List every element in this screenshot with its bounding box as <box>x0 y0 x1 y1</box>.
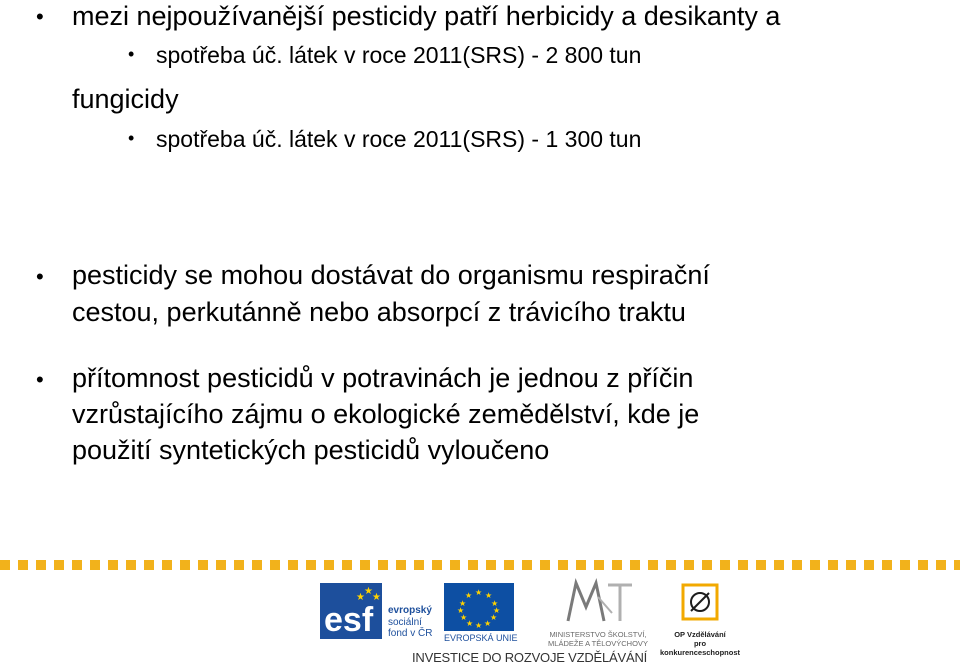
star-icon: ★ <box>364 586 373 597</box>
sub-bullet-dot: • <box>128 128 135 148</box>
footer-logos <box>0 575 960 663</box>
bullet-2-line-2: cestou, perkutánně nebo absorpcí z trávicího traktu <box>72 297 686 327</box>
bullet-2-line-1: pesticidy se mohou dostávat do organismu respirační <box>72 260 710 290</box>
msmt-label: MINISTERSTVO ŠKOLSTVÍ, MLÁDEŽE A TĚLOVÝCHOVY <box>548 630 648 648</box>
bullet-dot: • <box>36 367 44 392</box>
bullet-dot: • <box>36 264 44 289</box>
star-icon: ★ <box>356 592 365 603</box>
bullet-1-continuation: fungicidy <box>72 84 179 114</box>
msmt-emblem-icon <box>548 577 648 625</box>
bullet-3-line-3: použití syntetických pesticidů vyloučeno <box>72 435 550 465</box>
op-label: OP Vzdělávání pro konkurenceschopnost <box>659 630 741 657</box>
eu-flag-icon: ★ ★ ★ ★ ★ ★ ★ ★ ★ ★ ★ ★ <box>444 583 514 631</box>
bullet-1-text: mezi nejpoužívanější pesticidy patří herbicidy a desikanty a <box>72 1 781 31</box>
bullet-3-line-1: přítomnost pesticidů v potravinách je jednou z příčin <box>72 363 694 393</box>
eu-label: EVROPSKÁ UNIE <box>444 633 518 643</box>
msmt-logo <box>548 577 648 647</box>
esf-label: evropský sociální fond v ČR <box>388 605 433 639</box>
op-emblem-icon <box>655 581 745 625</box>
sub-bullet-dot: • <box>128 44 135 64</box>
sub-bullet-1-text: spotřeba úč. látek v roce 2011(SRS) - 2 800 tun <box>156 42 642 68</box>
dotted-separator <box>0 560 960 570</box>
op-logo <box>655 581 745 657</box>
star-icon: ★ <box>372 592 381 603</box>
svg-text:esf: esf <box>324 601 374 639</box>
investment-slogan: INVESTICE DO ROZVOJE VZDĚLÁVÁNÍ <box>412 650 648 665</box>
sub-bullet-2-text: spotřeba úč. látek v roce 2011(SRS) - 1 300 tun <box>156 126 642 152</box>
bullet-dot: • <box>36 4 44 29</box>
esf-logo <box>320 583 382 639</box>
bullet-3-line-2: vzrůstajícího zájmu o ekologické zemědělství, kde je <box>72 399 700 429</box>
